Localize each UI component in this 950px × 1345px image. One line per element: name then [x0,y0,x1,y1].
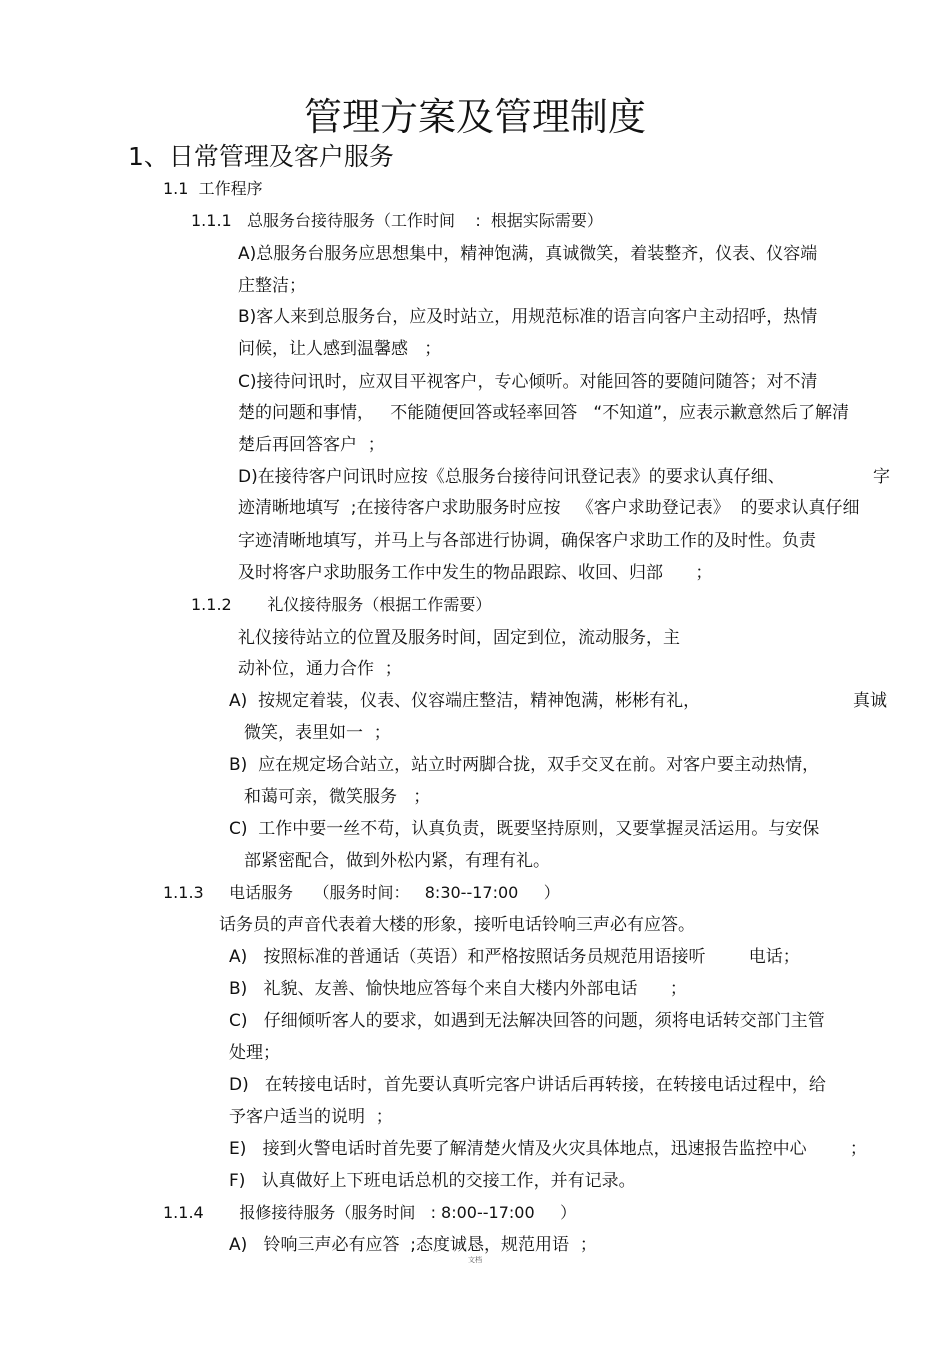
paragraph-line: A)总服务台服务应思想集中，精神饱满，真诚微笑，着装整齐，仪表、仪容端 [238,244,818,264]
section-1-heading: 1、日常管理及客户服务 [128,142,394,171]
paragraph-line: 部紧密配合，做到外松内紧，有理有礼。 [244,851,550,871]
page-title: 管理方案及管理制度 [303,95,646,139]
section-1-1-4-heading: 1.1.4 报修接待服务（服务时间 : 8:00--17:00 ） [163,1203,577,1222]
paragraph-line: A) 按照标准的普通话（英语）和严格按照话务员规范用语接听 电话； [229,947,800,967]
paragraph-line: 话务员的声音代表着大楼的形象，接听电话铃响三声必有应答。 [219,915,695,935]
paragraph-line: 楚后再回答客户 ； [238,435,385,455]
paragraph-line: 庄整洁； [238,276,306,296]
paragraph-line: 动补位，通力合作 ； [238,659,402,679]
section-1-1-2-heading: 1.1.2 礼仪接待服务（根据工作需要） [191,595,492,614]
paragraph-line: C)接待问讯时，应双目平视客户，专心倾听。对能回答的要随问随答；对不清 [238,372,818,392]
paragraph-line: D)在接待客户问讯时应按《总服务台接待问讯登记表》的要求认真仔细、 [238,467,785,487]
paragraph-line: A) 按规定着装，仪表、仪容端庄整洁，精神饱满，彬彬有礼， [229,691,701,711]
section-1-1-1-heading: 1.1.1 总服务台接待服务（工作时间 : 根据实际需要） [191,211,603,230]
paragraph-line: 字迹清晰地填写，并马上与各部进行协调，确保客户求助工作的及时性。负责 [238,531,816,551]
paragraph-line: C) 仔细倾听客人的要求，如遇到无法解决回答的问题，须将电话转交部门主管 [229,1011,825,1031]
paragraph-line: 微笑，表里如一 ； [244,723,391,743]
paragraph-line: 处理； [229,1043,280,1063]
paragraph-line: E) 接到火警电话时首先要了解清楚火情及火灾具体地点，迅速报告监控中心 ； [229,1139,867,1159]
paragraph-line-fragment: 字 [873,467,890,487]
paragraph-line: 予客户适当的说明 ； [229,1107,393,1127]
paragraph-line: 问候，让人感到温馨感 ； [238,339,442,359]
section-1-1-heading: 1.1 工作程序 [163,179,263,198]
paragraph-line: B) 礼貌、友善、愉快地应答每个来自大楼内外部电话 ； [229,979,687,999]
page-footer: 文档 [468,1256,482,1264]
paragraph-line: A) 铃响三声必有应答 ;态度诚恳，规范用语 ； [229,1235,597,1255]
paragraph-line: 及时将客户求助服务工作中发生的物品跟踪、收回、归部 ； [238,563,713,583]
paragraph-line: 和蔼可亲，微笑服务 ； [244,787,431,807]
paragraph-line-fragment: 真诚 [853,691,887,711]
paragraph-line: D) 在转接电话时，首先要认真听完客户讲话后再转接，在转接电话过程中，给 [229,1075,826,1095]
paragraph-line: 楚的问题和事情， 不能随便回答或轻率回答 “不知道”，应表示歉意然后了解清 [238,403,850,423]
paragraph-line: 迹清晰地填写 ;在接待客户求助服务时应按 《客户求助登记表》 的要求认真仔细 [238,498,860,518]
paragraph-line: F) 认真做好上下班电话总机的交接工作，并有记录。 [229,1171,636,1191]
paragraph-line: B) 应在规定场合站立，站立时两脚合拢，双手交叉在前。对客户要主动热情， [229,755,820,775]
paragraph-line: C) 工作中要一丝不苟，认真负责，既要坚持原则，又要掌握灵活运用。与安保 [229,819,820,839]
section-1-1-3-heading: 1.1.3 电话服务 （服务时间： 8:30--17:00 ） [163,883,560,902]
paragraph-line: 礼仪接待站立的位置及服务时间，固定到位，流动服务，主 [238,628,680,648]
paragraph-line: B)客人来到总服务台，应及时站立，用规范标准的语言向客户主动招呼，热情 [238,307,818,327]
